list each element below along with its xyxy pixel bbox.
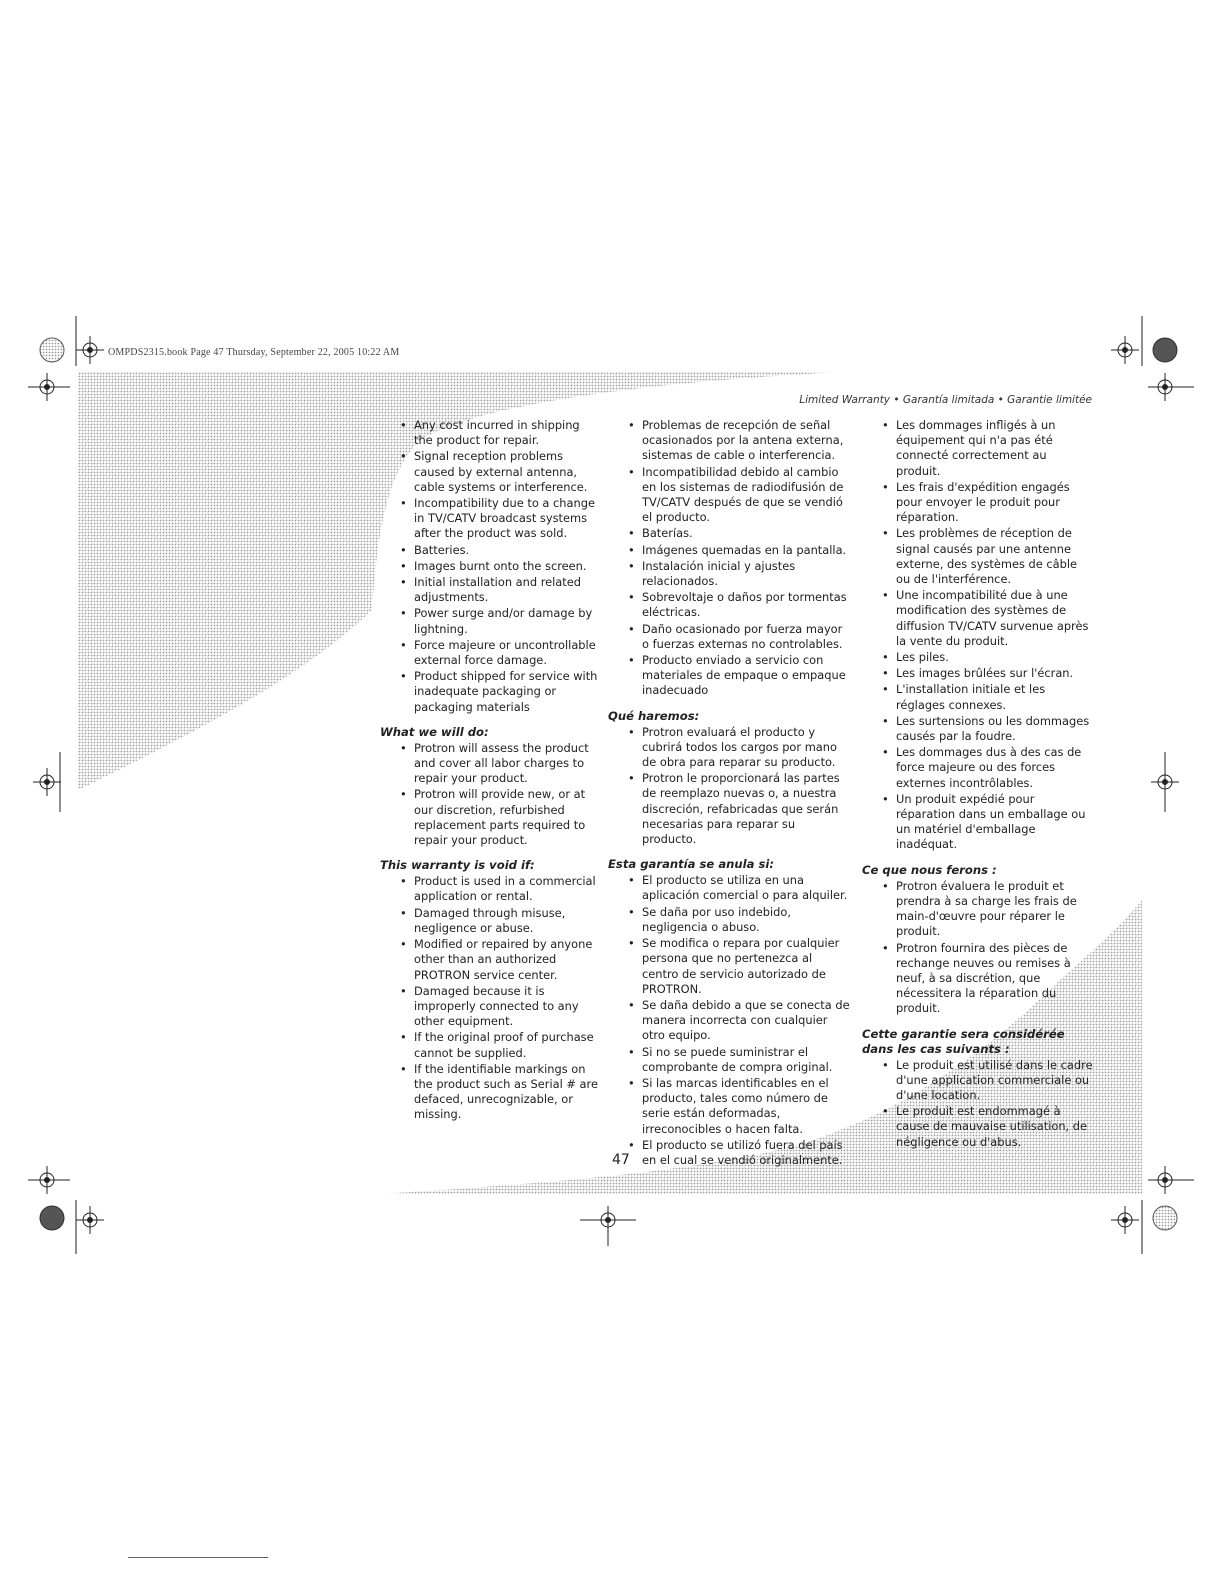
list-item: • Modified or repaired by anyone other than an authorized PROTRON service center. [380, 937, 598, 983]
column-english [380, 418, 598, 1124]
list-item: • Les images brûlées sur l'écran. [862, 666, 1094, 681]
list-item: • Product is used in a commercial application or rental. [380, 874, 598, 904]
list-item: • Les surtensions ou les dommages causés par la foudre. [862, 714, 1094, 744]
list-item: • Batteries. [380, 543, 598, 558]
list-item: • Les piles. [862, 650, 1094, 665]
list-item: • Se daña debido a que se conecta de manera incorrecta con cualquier otro equipo. [608, 998, 852, 1044]
will-do-list [380, 741, 598, 848]
heading-warranty-void: This warranty is void if: [380, 858, 535, 873]
list-item: • Les dommages dus à des cas de force majeure ou des forces externes incontrôlables. [862, 745, 1094, 791]
list-item: • Se modifica o repara por cualquier persona que no pertenezca al centro de servicio autorizado de PROTRON. [608, 936, 852, 997]
list-item: • Le produit est utilisé dans le cadre d'une application commerciale ou d'une location. [862, 1058, 1094, 1104]
void-list [608, 873, 852, 1168]
list-item: • Incompatibilidad debido al cambio en los sistemas de radiodifusión de TV/CATV después de que se vendió el producto. [608, 465, 852, 526]
list-item: • El producto se utilizó fuera del país en el cual se vendió originalmente. [608, 1138, 852, 1168]
list-item: • Problemas de recepción de señal ocasionados por la antena externa, sistemas de cable o interferencia. [608, 418, 852, 464]
exclusions-list [608, 418, 852, 699]
heading-garantie-consideree: Cette garantie sera considérée dans les cas suivants : [862, 1026, 1065, 1056]
list-item: • Signal reception problems caused by external antenna, cable systems or interference. [380, 449, 598, 495]
will-do-list [608, 725, 852, 848]
list-item: • Power surge and/or damage by lightning. [380, 606, 598, 636]
heading-que-haremos: Qué haremos: [608, 708, 700, 723]
list-item: • Product shipped for service with inadequate packaging or packaging materials [380, 669, 598, 715]
list-item: • Si no se puede suministrar el comprobante de compra original. [608, 1045, 852, 1075]
heading-ce-que-nous-ferons: Ce que nous ferons : [862, 862, 997, 877]
list-item: • If the identifiable markings on the product such as Serial # are defaced, unrecognizable, or missing. [380, 1062, 598, 1123]
book-slug: OMPDS2315.book Page 47 Thursday, September 22, 2005 10:22 AM [108, 347, 400, 358]
list-item: • Protron will assess the product and cover all labor charges to repair your product. [380, 741, 598, 787]
exclusions-list [862, 418, 1094, 853]
exclusions-list [380, 418, 598, 715]
list-item: • Force majeure or uncontrollable external force damage. [380, 638, 598, 668]
footnote-rule [128, 1557, 268, 1558]
list-item: • Baterías. [608, 526, 852, 541]
heading-garantia-anula: Esta garantía se anula si: [608, 857, 774, 872]
void-list [862, 1058, 1094, 1150]
list-item: • Producto enviado a servicio con materiales de empaque o empaque inadecuado [608, 653, 852, 699]
list-item: • Incompatibility due to a change in TV/CATV broadcast systems after the product was sold. [380, 496, 598, 542]
list-item: • Initial installation and related adjustments. [380, 575, 598, 605]
list-item: • El producto se utiliza en una aplicación comercial o para alquiler. [608, 873, 852, 903]
list-item: • Une incompatibilité due à une modification des systèmes de diffusion TV/CATV survenue après la vente du produit. [862, 588, 1094, 649]
list-item: • Daño ocasionado por fuerza mayor o fuerzas externas no controlables. [608, 622, 852, 652]
list-item: • Les dommages infligés à un équipement qui n'a pas été connecté correctement au produit. [862, 418, 1094, 479]
list-item: • L'installation initiale et les réglages connexes. [862, 682, 1094, 712]
void-list [380, 874, 598, 1122]
page-number: 47 [612, 1152, 630, 1168]
heading-what-we-will-do: What we will do: [380, 724, 489, 739]
running-head: Limited Warranty • Garantía limitada • Garantie limitée [799, 394, 1092, 406]
list-item: • Un produit expédié pour réparation dans un emballage ou un matériel d'emballage inadéquat. [862, 792, 1094, 853]
list-item: • Les frais d'expédition engagés pour envoyer le produit pour réparation. [862, 480, 1094, 526]
list-item: • If the original proof of purchase cannot be supplied. [380, 1030, 598, 1060]
list-item: • Any cost incurred in shipping the product for repair. [380, 418, 598, 448]
list-item: • Les problèmes de réception de signal causés par une antenne externe, des systèmes de câble ou de l'interférence. [862, 526, 1094, 587]
list-item: • Protron evaluará el producto y cubrirá todos los cargos por mano de obra para reparar su producto. [608, 725, 852, 771]
list-item: • Damaged through misuse, negligence or abuse. [380, 906, 598, 936]
list-item: • Instalación inicial y ajustes relacionados. [608, 559, 852, 589]
list-item: • Sobrevoltaje o daños por tormentas eléctricas. [608, 590, 852, 620]
list-item: • Le produit est endommagé à cause de mauvaise utilisation, de négligence ou d'abus. [862, 1104, 1094, 1150]
list-item: • Images burnt onto the screen. [380, 559, 598, 574]
list-item: • Imágenes quemadas en la pantalla. [608, 543, 852, 558]
list-item: • Protron will provide new, or at our discretion, refurbished replacement parts required to repair your product. [380, 787, 598, 848]
list-item: • Protron évaluera le produit et prendra à sa charge les frais de main-d'œuvre pour réparer le produit. [862, 879, 1094, 940]
list-item: • Protron le proporcionará las partes de reemplazo nuevas o, a nuestra discreción, refabricadas que serán necesarias para reparar su producto. [608, 771, 852, 847]
column-french [862, 418, 1094, 1151]
list-item: • Damaged because it is improperly connected to any other equipment. [380, 984, 598, 1030]
list-item: • Se daña por uso indebido, negligencia o abuso. [608, 905, 852, 935]
will-do-list [862, 879, 1094, 1017]
list-item: • Si las marcas identificables en el producto, tales como número de serie están deformadas, irreconocibles o hacen falta. [608, 1076, 852, 1137]
list-item: • Protron fournira des pièces de rechange neuves ou remises à neuf, à sa discrétion, que nécessitera la réparation du produit. [862, 941, 1094, 1017]
column-spanish [608, 418, 852, 1169]
